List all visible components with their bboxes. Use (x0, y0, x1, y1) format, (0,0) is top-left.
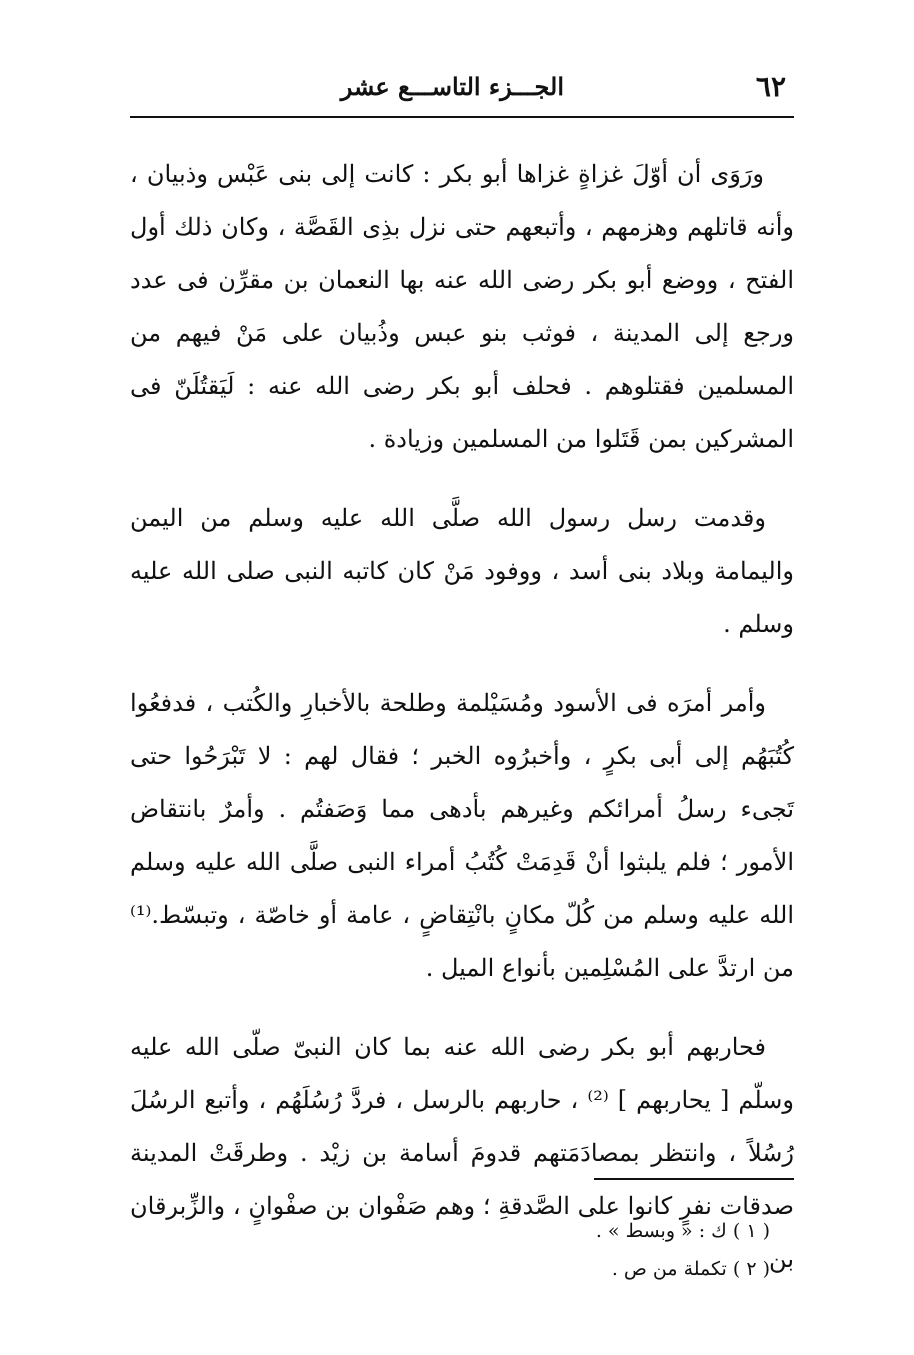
footnote: ( ١ ) ك : « وبسط » . (595, 1220, 770, 1242)
paragraph: ورَوَى أن أوّلَ غزاةٍ غزاها أبو بكر : كانت إلى بنى عَبْس وذبيان ، وأنه قاتلهم وهزمهم ، وأتبعهم حتى نزل بذِى القَصَّة ، وكان ذلك أول الفتح ، ووضع أبو بكر رضى الله عنه بها النعمان بن مقرِّن فى عدد ورجع إلى المدينة ، فوثب بنو عبس وذُبيان على مَنْ فيهم من المسلمين فقتلوهم . فحلف أبو بكر رضى الله عنه : لَيَقتُلَنّ فى المشركين بمن قَتَلوا من المسلمين وزيادة . (130, 160, 794, 453)
footnote-rule (594, 1178, 794, 1180)
running-title: الجـــزء التاســـع عشر (340, 72, 564, 101)
footnote: ( ٢ ) تكملة من ص . (611, 1258, 770, 1280)
paragraph: فحاربهم أبو بكر رضى الله عنه بما كان النبىّ صلّى الله عليه وسلّم [ يحاربهم ] ⁽²⁾ ، حاربهم بالرسل ، فردَّ رُسُلَهُم ، وأتبع الرسُلَ رُسُلاً ، وانتظر بمصادَمَتهم قدومَ أسامة بن زيْد . وطرقَتْ المدينة صدقات نفرٍ كانوا على الصَّدقةِ ؛ وهم صَفْوان بن صفْوانٍ ، والزِّبرقان بن (130, 1033, 795, 1273)
header-rule (130, 116, 794, 118)
page-header (130, 68, 794, 108)
paragraph: وأمر أمرَه فى الأسود ومُسَيْلمة وطلحة بالأخبارِ والكُتب ، فدفعُوا كُتُبَهُم إلى أبى بكرٍ ، وأخبرُوه الخبر ؛ فقال لهم : لا تَبْرَحُوا حتى تَجىء رسلُ أمرائكم وغيرهم بأدهى مما وَصَفتُم . وأمرٌ بانتقاض الأمور ؛ فلم يلبثوا أنْ قَدِمَتْ كُتُبُ أمراء النبى صلَّى الله عليه وسلم الله عليه وسلم من كُلّ مكانٍ بانْتِقاضٍ ، عامة أو خاصّة ، وتبسّط.⁽¹⁾ من ارتدَّ على المُسْلِمين بأنواع الميل . (130, 689, 794, 982)
main-text (130, 148, 794, 1286)
paragraph: وقدمت رسل رسول الله صلَّى الله عليه وسلم من اليمن واليمامة وبلاد بنى أسد ، ووفود مَنْ كان كاتبه النبى صلى الله عليه وسلم . (130, 504, 794, 638)
page-number: ٦٢ (755, 70, 786, 103)
footnotes (130, 1212, 770, 1288)
